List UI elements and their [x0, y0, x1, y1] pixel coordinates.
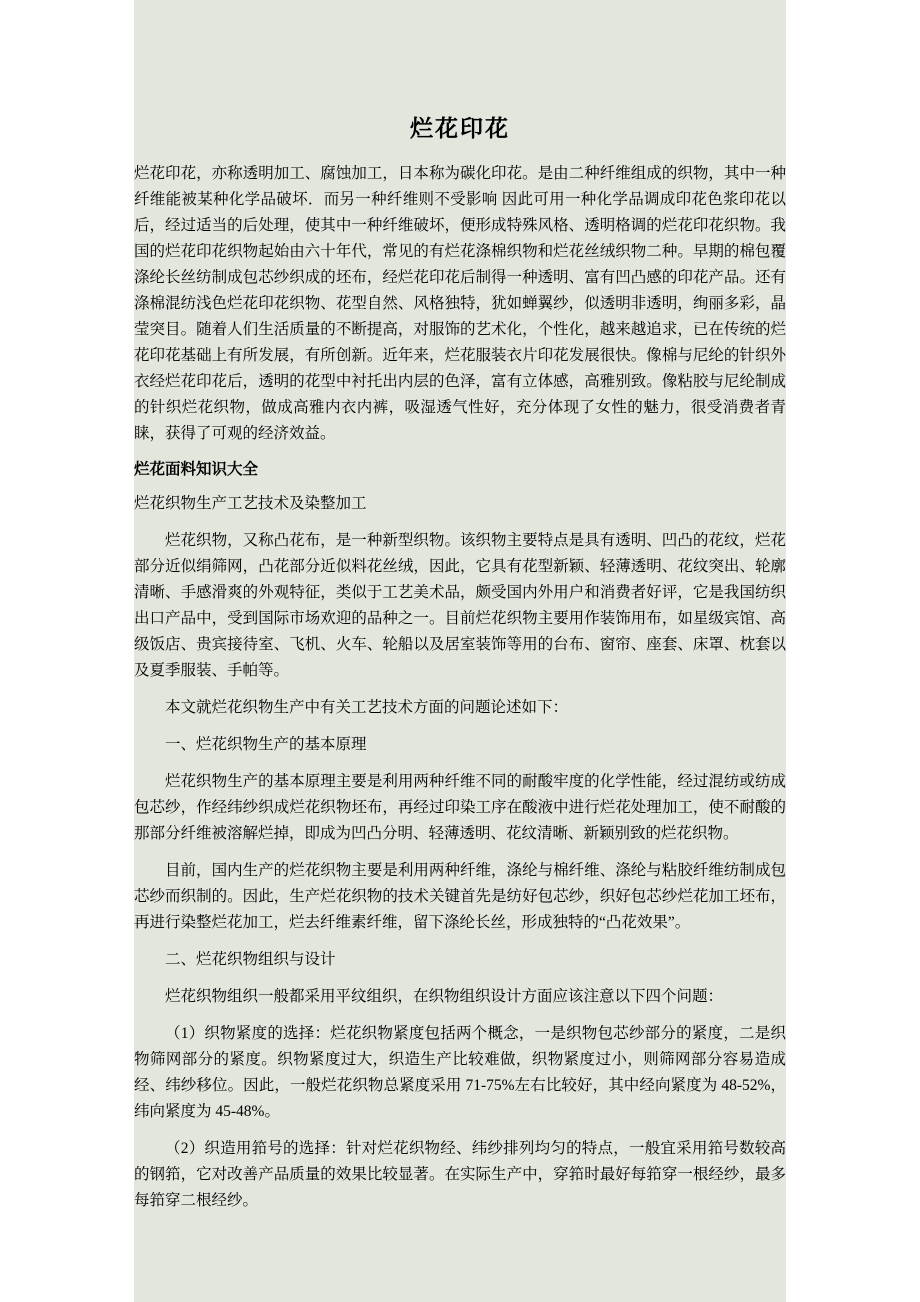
body-paragraph: 二、烂花织物组织与设计: [165, 951, 336, 968]
body-paragraph: 烂花织物，又称凸花布，是一种新型织物。该织物主要特点是具有透明、凹凸的花纹，烂花部分近似绢筛网，凸花部分近似料花丝绒，因此，它具有花型新颖、轻薄透明、花纹突出、轮廓清晰、手感滑爽的外观特征，类似于工艺美术品，颇受国内外用户和消费者好评，它是我国纺织出口产品中，受到国际市场欢迎的品种之一。目前烂花织物主要用作装饰用布，如星级宾馆、高级饭店、贵宾接待室、飞机、火车、轮船以及居室装饰等用的台布、窗帘、座套、床罩、枕套以及夏季服装、手帕等。: [134, 532, 786, 679]
body-paragraph: 一、烂花织物生产的基本原理: [165, 736, 367, 753]
section-heading: 烂花面料知识大全: [134, 461, 259, 478]
body-paragraph: 目前，国内生产的烂花织物主要是利用两种纤维，涤纶与棉纤维、涤纶与粘胶纤维纺制成包芯纱而织制的。因此，生产烂花织物的技术关键首先是纺好包芯纱，织好包芯纱烂花加工坯布，再进行染整烂花加工，烂去纤维素纤维，留下涤纶长丝，形成独特的“凸花效果”。: [134, 862, 786, 931]
intro-paragraph: 烂花印花，亦称透明加工、腐蚀加工，日本称为碳化印花。是由二种纤维组成的织物，其中一种纤维能被某种化学品破坏．而另一种纤维则不受影响 因此可用一种化学品调成印花色浆印花以后，经过适当的后处理，使其中一种纤维破坏，便形成特殊风格、透明格调的烂花印花织物。我国的烂花印花织物起始由六十年代，常见的有烂花涤棉织物和烂花丝绒织物二种。早期的棉包覆涤纶长丝纺制成包芯纱织成的坯布，经烂花印花后制得一种透明、富有凹凸感的印花产品。还有涤棉混纺浅色烂花印花织物、花型自然、风格独特，犹如蝉翼纱，似透明非透明，绚丽多彩，晶莹突目。随着人们生活质量的不断提高，对服饰的艺术化，个性化，越来越追求，已在传统的烂花印花基础上有所发展，有所创新。近年来，烂花服装衣片印花发展很快。像棉与尼纶的针织外衣经烂花印花后，透明的花型中衬托出内层的色泽，富有立体感，高雅别致。像粘胶与尼纶制成的针织烂花织物，做成高雅内衣内裤，吸湿透气性好，充分体现了女性的魅力，很受消费者青睐，获得了可观的经济效益。: [134, 165, 786, 442]
body-paragraph: （1）织物紧度的选择：烂花织物紧度包括两个概念，一是织物包芯纱部分的紧度，二是织物筛网部分的紧度。织物紧度过大，织造生产比较难做，织物紧度过小，则筛网部分容易造成经、纬纱移位。因此，一般烂花织物总紧度采用 71-75%左右比较好，其中经向紧度为 48-52%，纬向紧度为 45-48%。: [134, 1025, 786, 1120]
body-paragraph: （2）织造用筘号的选择：针对烂花织物经、纬纱排列均匀的特点，一般宜采用筘号数较高的钢筘，它对改善产品质量的效果比较显著。在实际生产中，穿筘时最好每筘穿一根经纱，最多每筘穿二根经纱。: [134, 1140, 786, 1209]
body-paragraph: 本文就烂花织物生产中有关工艺技术方面的问题论述如下：: [165, 699, 569, 716]
document-body: [134, 0, 786, 1302]
page-title: 烂花印花: [410, 116, 510, 141]
body-paragraph: 烂花织物组织一般都采用平纹组织，在织物组织设计方面应该注意以下四个问题：: [165, 988, 724, 1005]
body-paragraph: 烂花织物生产的基本原理主要是利用两种纤维不同的耐酸牢度的化学性能，经过混纺或纺成包芯纱，作经纬纱织成烂花织物坯布，再经过印染工序在酸液中进行烂花处理加工，使不耐酸的那部分纤维被溶解烂掉，即成为凹凸分明、轻薄透明、花纹清晰、新颖别致的烂花织物。: [134, 773, 786, 842]
sub-heading: 烂花织物生产工艺技术及染整加工: [134, 495, 367, 512]
